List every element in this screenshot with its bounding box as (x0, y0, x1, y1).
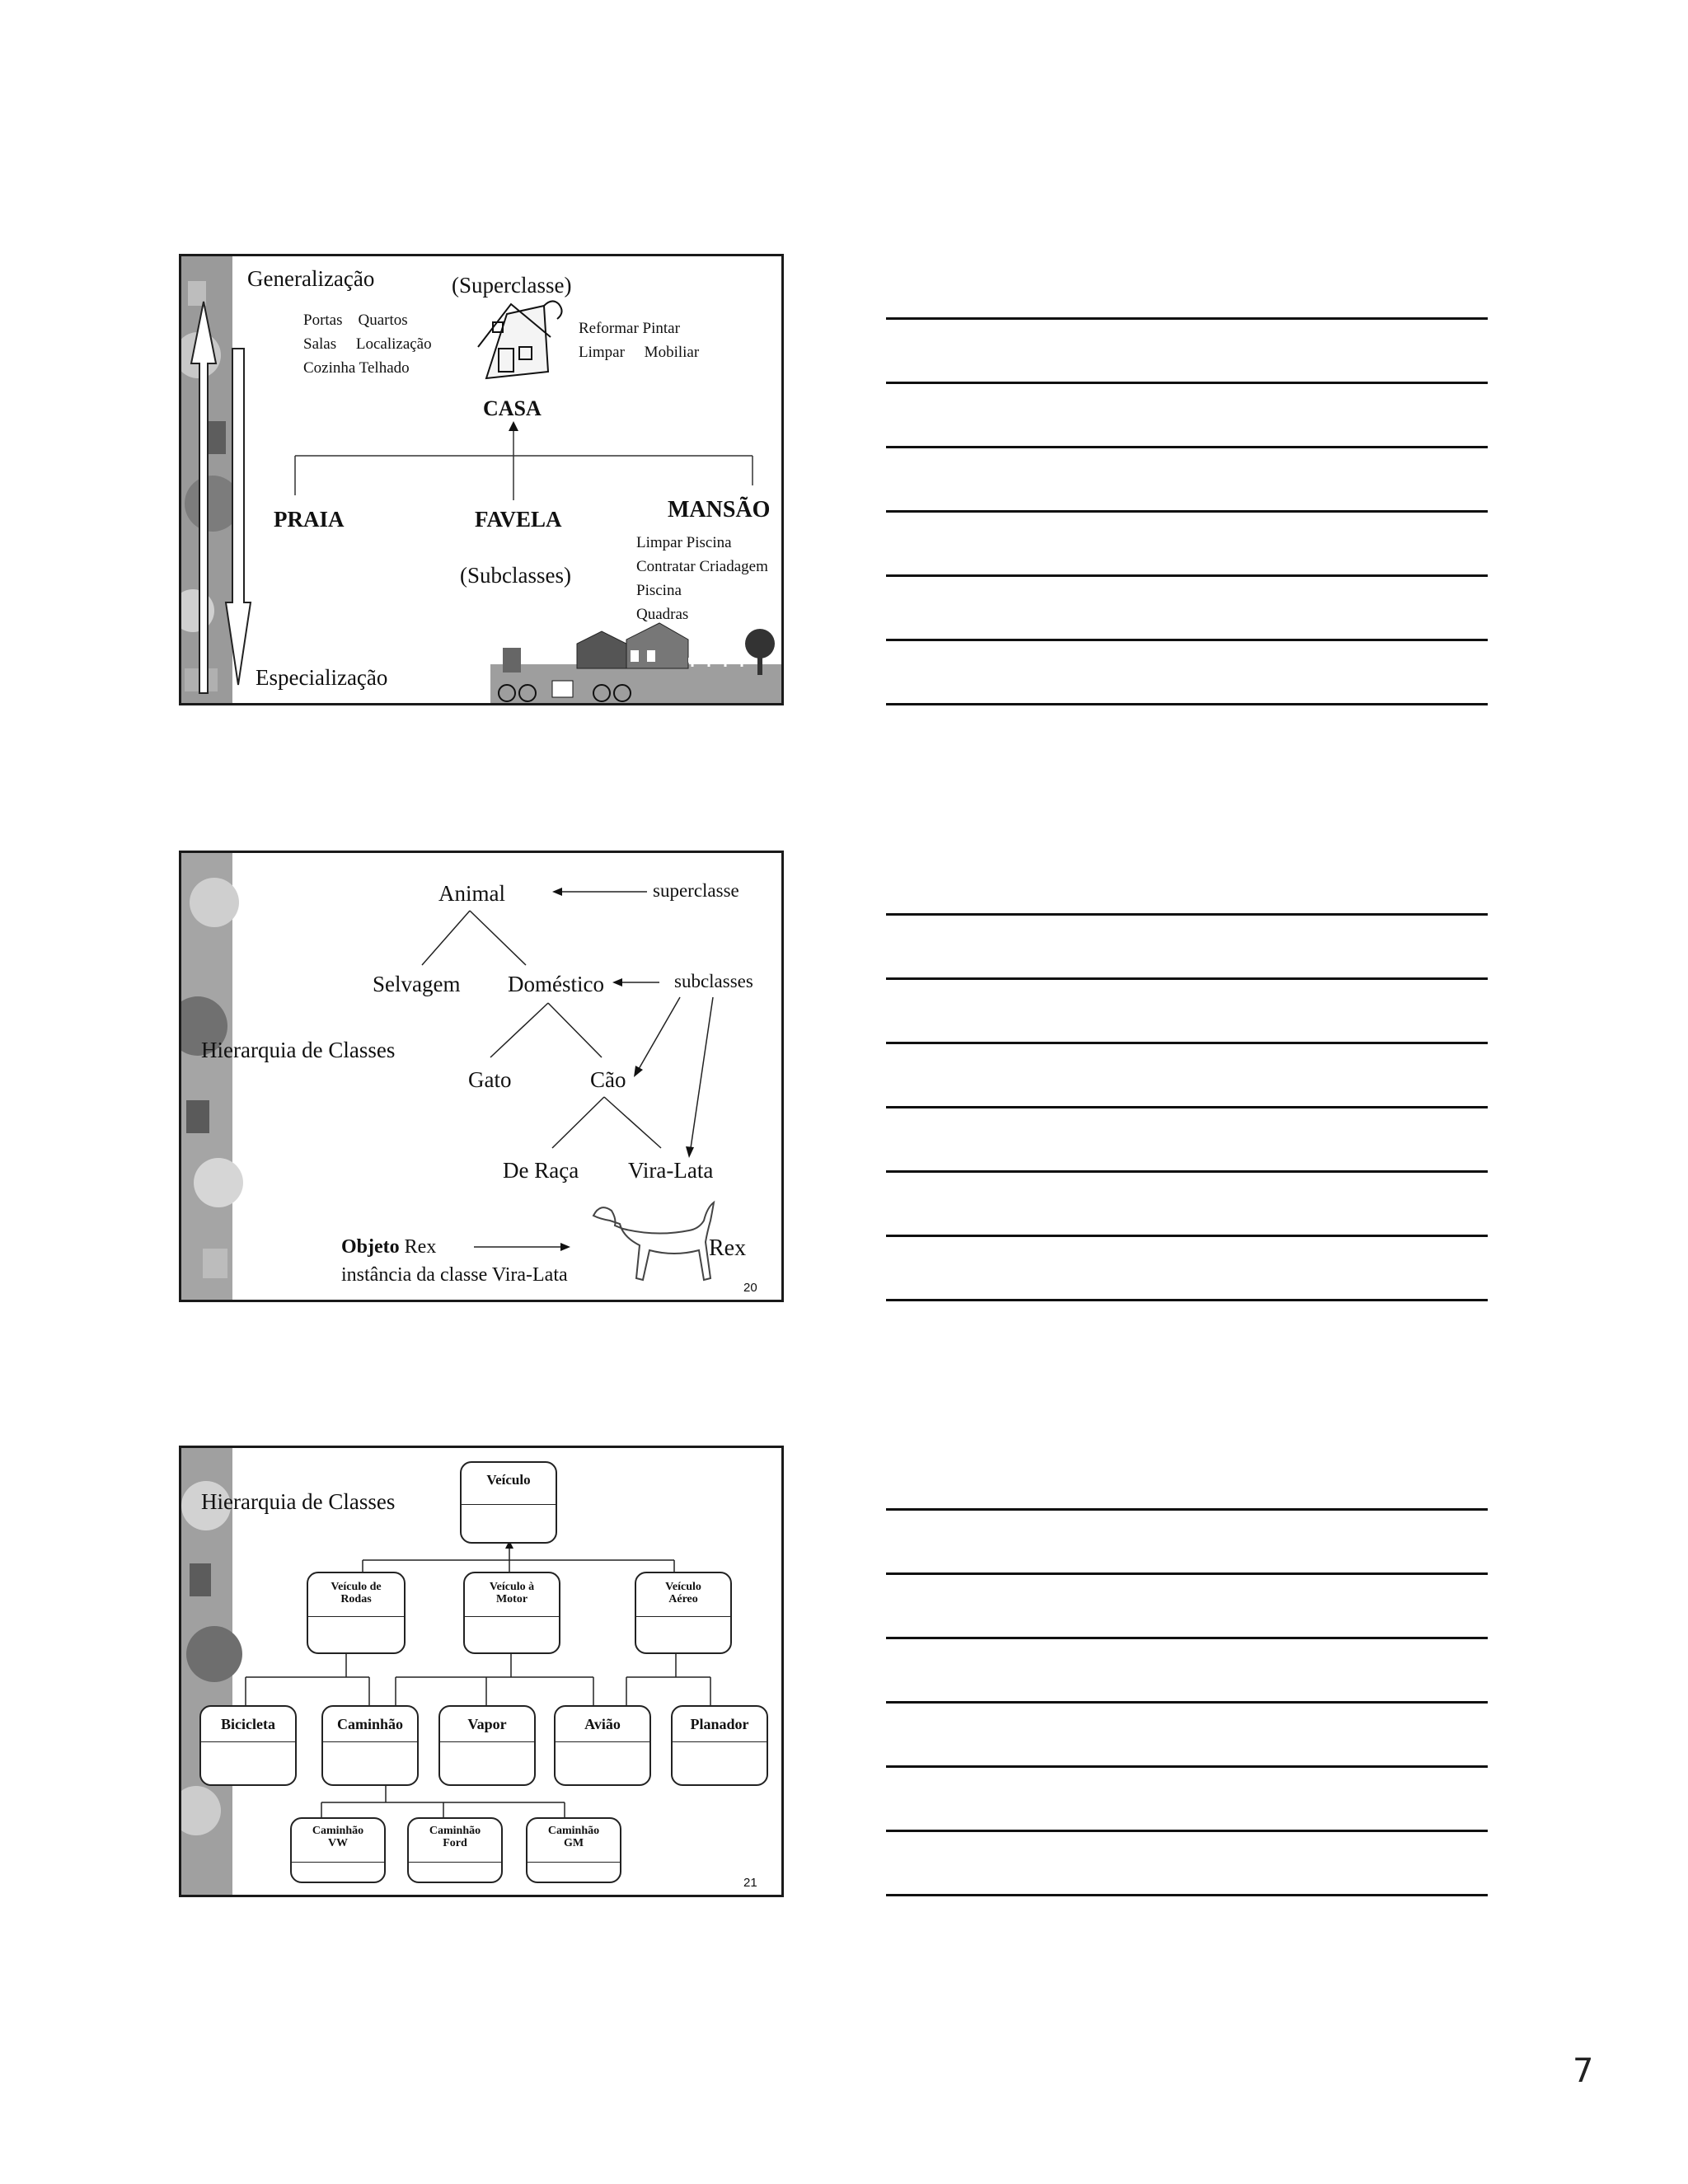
note-line (886, 639, 1488, 641)
caminhao-ford-box (407, 1817, 503, 1883)
class-separator (528, 1862, 620, 1863)
class-separator (440, 1741, 534, 1742)
note-line (886, 1830, 1488, 1832)
note-line (886, 1637, 1488, 1639)
dog-icon (593, 1202, 714, 1280)
class-name: Planador (690, 1716, 749, 1732)
object-keyword: Objeto (341, 1236, 400, 1258)
class-name (528, 1825, 620, 1849)
mansao-item: Quadras (636, 606, 689, 623)
tree-edge (548, 1003, 602, 1057)
class-name-line: Veículo de (331, 1581, 382, 1593)
subclasses-note: subclasses (674, 971, 753, 991)
slide-animal-hierarchy (179, 851, 784, 1302)
arrow-head (552, 888, 562, 896)
class-name: Caminhão (336, 1716, 403, 1732)
vira-lata-node: Vira-Lata (628, 1158, 714, 1183)
cao-node: Cão (590, 1067, 626, 1092)
object-label (341, 1237, 436, 1257)
arrow-head (686, 1146, 694, 1158)
class-name-line: GM (563, 1836, 584, 1849)
slide-number: 21 (743, 1876, 757, 1890)
neighborhood-illustration (490, 623, 783, 705)
arrow-head (612, 978, 622, 987)
note-line (886, 977, 1488, 980)
class-name (465, 1582, 559, 1605)
texture-block (206, 421, 226, 454)
class-name-line: Caminhão (547, 1825, 600, 1837)
texture-block (186, 1100, 209, 1133)
caminhao-box (321, 1705, 419, 1786)
class-separator (462, 1504, 556, 1505)
class-name: Avião (584, 1716, 621, 1732)
texture-block (203, 1249, 227, 1278)
slide-number: 20 (743, 1281, 757, 1295)
class-separator (323, 1741, 417, 1742)
class-name-line: Caminhão (429, 1825, 481, 1837)
class-name (409, 1825, 501, 1849)
mansao-item: Piscina (636, 582, 682, 599)
attribute-line: Cozinha Telhado (303, 359, 410, 377)
class-separator (465, 1616, 559, 1617)
class-name-line: Veículo (665, 1581, 701, 1593)
note-line (886, 1508, 1488, 1511)
arrow-head (509, 421, 518, 431)
texture-block (190, 1563, 211, 1596)
class-name (308, 1582, 404, 1605)
aviao-box (554, 1705, 651, 1786)
instance-label: instância da classe Vira-Lata (341, 1264, 568, 1286)
generalization-label: Generalização (247, 266, 375, 291)
class-name: Veículo (486, 1472, 531, 1488)
tree-edge (490, 1003, 548, 1057)
caminhao-vw-box (290, 1817, 386, 1883)
note-line (886, 317, 1488, 320)
slide-title: Hierarquia de Classes (201, 1489, 396, 1514)
tree-edge (604, 1097, 661, 1148)
mansao-item: Contratar Criadagem (636, 558, 768, 575)
note-line (886, 1701, 1488, 1704)
slide-vehicle-hierarchy (179, 1446, 784, 1897)
gear-decoration (186, 1626, 242, 1682)
method-line: Reformar Pintar (579, 320, 680, 337)
class-name (292, 1825, 384, 1849)
slide-title: Hierarquia de Classes (201, 1038, 396, 1062)
class-name-line: VW (327, 1836, 349, 1849)
animal-node: Animal (438, 881, 505, 906)
tree-edge (422, 911, 470, 965)
mansao-label: MANSÃO (668, 497, 771, 523)
class-separator (409, 1862, 501, 1863)
domestico-node: Doméstico (508, 972, 604, 996)
class-name: Vapor (467, 1716, 507, 1732)
veiculo-motor-box (463, 1572, 560, 1654)
note-line (886, 703, 1488, 705)
class-separator (673, 1741, 767, 1742)
page-number: 7 (1573, 2052, 1594, 2090)
favela-label: FAVELA (475, 507, 562, 532)
class-name-line: Rodas (340, 1592, 372, 1605)
class-name-line: Ford (443, 1836, 467, 1849)
superclass-note: superclasse (653, 880, 739, 901)
mansao-item: Limpar Piscina (636, 534, 732, 551)
gear-decoration (194, 1158, 243, 1207)
note-line (886, 1235, 1488, 1237)
annotation-arrow (691, 997, 713, 1148)
selvagem-node: Selvagem (373, 972, 461, 996)
note-line (886, 510, 1488, 513)
note-line (886, 1170, 1488, 1173)
veiculo-class-box (460, 1461, 557, 1544)
class-name-line: Aéreo (668, 1592, 698, 1605)
note-line (886, 1894, 1488, 1896)
house-icon (478, 301, 562, 378)
note-line (886, 382, 1488, 384)
class-name-line: Caminhão (312, 1825, 364, 1837)
arrow-head (560, 1243, 570, 1251)
tree-edge (470, 911, 526, 965)
class-name (636, 1582, 730, 1605)
attribute-line: Salas Localização (303, 335, 432, 353)
class-name-line: Motor (495, 1592, 528, 1605)
note-line (886, 913, 1488, 916)
casa-label: CASA (483, 396, 542, 420)
subclasses-label: (Subclasses) (460, 563, 571, 588)
de-raca-node: De Raça (503, 1158, 579, 1183)
class-separator (292, 1862, 384, 1863)
note-line (886, 446, 1488, 448)
gato-node: Gato (468, 1067, 512, 1092)
note-line (886, 1572, 1488, 1575)
arrow-head (634, 1066, 643, 1077)
method-line: Limpar Mobiliar (579, 344, 700, 361)
tree-edge (552, 1097, 604, 1148)
vapor-box (438, 1705, 536, 1786)
note-line (886, 574, 1488, 577)
note-line (886, 1299, 1488, 1301)
note-line (886, 1042, 1488, 1044)
note-line (886, 1106, 1488, 1108)
praia-label: PRAIA (274, 507, 345, 532)
superclass-label: (Superclasse) (452, 273, 572, 298)
specialization-label: Especialização (256, 665, 388, 690)
veiculo-rodas-box (307, 1572, 406, 1654)
class-separator (308, 1616, 404, 1617)
bicicleta-box (199, 1705, 297, 1786)
class-separator (556, 1741, 649, 1742)
gear-decoration (190, 878, 239, 927)
note-line (886, 1765, 1488, 1768)
slide-generalization (179, 254, 784, 705)
planador-box (671, 1705, 768, 1786)
caminhao-gm-box (526, 1817, 621, 1883)
class-name: Bicicleta (221, 1716, 275, 1732)
slide-decoration (181, 256, 784, 705)
rex-label: Rex (709, 1235, 747, 1261)
attribute-line: Portas Quartos (303, 312, 408, 329)
class-name-line: Veículo à (489, 1581, 535, 1593)
annotation-arrow (639, 997, 680, 1069)
veiculo-aereo-box (635, 1572, 732, 1654)
object-name: Rex (399, 1236, 437, 1258)
class-separator (636, 1616, 730, 1617)
class-separator (201, 1741, 295, 1742)
